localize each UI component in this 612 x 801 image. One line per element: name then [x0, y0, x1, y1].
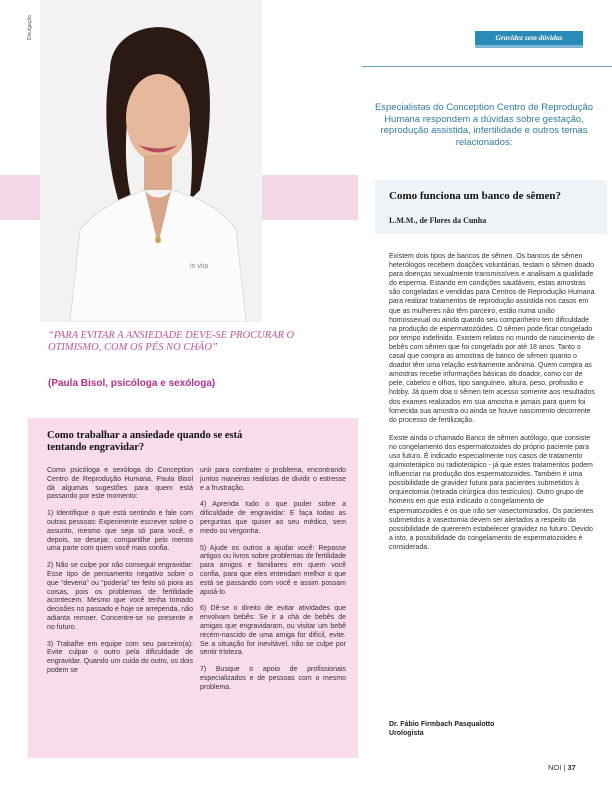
magazine-name: NOI	[548, 763, 562, 772]
article-paragraph: 3) Trabalhe em equipe com seu parceiro(a): Evite culpar o outro pela dificuldade de engravidar. Quando um cuida do outro, os dois podem se	[47, 640, 193, 674]
question-box	[375, 180, 607, 234]
article-paragraph: 2) Não se culpe por não conseguir engravidar: Esse tipo de pensamento negativo sobre o que “deveria” ou “poderia” ter feito só piora as coisas, pois os problemas de fertilidade acontecem. Mesmo que você tenha tomado decisões no passado e hoje se arrependa, não adianta remoer. Concentre-se no presente e no futuro.	[47, 562, 193, 631]
page-number: 37	[567, 763, 576, 772]
section-intro: Especialistas do Conception Centro de Reprodução Humana respondem a dúvidas sobre gestação, reprodução assistida, infertilidade e outros temas relacionados:	[374, 102, 594, 148]
article-paragraph: 4) Aprenda tudo o que puder sobre a dificuldade de engravidar: E faça todas as perguntas que quiser ao seu médico, sem medo ou vergonha.	[200, 501, 346, 535]
portrait-photo	[40, 0, 262, 322]
pull-quote: “PARA EVITAR A ANSIEDADE DEVE-SE PROCURAR O OTIMISMO, COM OS PÉS NO CHÃO”	[48, 330, 295, 353]
article-column-1	[47, 467, 193, 684]
article-paragraph: 1) Identifique o que está sentindo e fale com outras pessoas: Experimente escrever sobre o assunto, mesmo que seja só para você, e depois, se desejar, compartilhe pelo menos uma parte com quem você mais confia.	[47, 510, 193, 553]
answer-paragraph: Existem dois tipos de bancos de sêmen. Os bancos de sêmen heterólogos recebem doações voluntárias, testam o sêmen doado para doenças sexualmente transmissíveis e analisam a qualidade do esperma. Estando em condições saudáveis, estas amostras são congeladas e vendidas para Centros de Reprodução Humana para realizar tratamentos de reprodução assistida nos casos em que as mulheres não têm parceiro, estão numa união homossexual ou ainda quando seu companheiro tem dificuldade na produção de espermatozóides. O sêmen pode ficar congelado por tempo indefinido. Existem relatos no mundo de nascimento de bebês com sêmen que foi congelado por até 18 anos. Tanto o casal que compra as amostras de banco de sêmen quanto o doador têm uma relação estritamente anônima. Quem compra as amostras recebe informações básicas do doador, como cor de pele, cabelos e olhos, tipo sanguíneo, altura, peso, profissão e hobby. Já quem doa o sêmen tem acesso somente aos resultados dos exames realizados em sua amostra e jamais para quem foi fornecida sua amostra ou ainda se houve nascimento decorrente do processo de fertilização.	[389, 253, 595, 424]
section-tag: Gravidez sem dúvidas	[475, 31, 583, 45]
answer-paragraph: Existe ainda o chamado Banco de sêmen autólogo, que consiste no congelamento dos espermatozoides do próprio paciente para uso futuro. É indicado especialmente nos casos de tratamento quimioterápico ou radioterápico - já que estes tratamentos podem influenciar na produção dos espermatozoides. Também é uma possibilidade de gravidez futura para pacientes submetidos à orquiectomia (retirada cirúrgica dos testículos). Outro grupo de homens em que está indicado o congelamento de espermatozoides é os que irão ser vasectomizados. Os pacientes submetidos à vasectomia devem ser alertados a respeito da possibilidade de quererem estabelecer gravidez no futuro. Devido a isto, a possibilidade do congelamento de espermatozoides é considerada.	[389, 434, 594, 551]
coat-logo: in vita	[190, 263, 209, 270]
answer-body	[389, 252, 595, 561]
article-paragraph: unir para combater o problema, encontrando juntos maneiras realistas de dividir o estresse e a frustração.	[200, 467, 346, 492]
portrait-illustration	[40, 0, 262, 322]
article-paragraph: 5) Ajude os outros a ajudar você: Repasse artigos ou livros sobre problemas de fertilidade para amigos e familiares em quem você confia, para que eles entendam melhor o que está se passando com você e assim possam apoiá-lo.	[200, 544, 346, 596]
question-title: Como funciona um banco de sêmen?	[389, 190, 562, 202]
question-author: L.M.M., de Flores da Cunha	[389, 216, 487, 225]
answer-signature	[389, 720, 494, 738]
article-paragraph: 6) Dê-se o direito de evitar atividades que envolvam bebês: Se ir a chá de bebês de amigas que engravidaram, ou visitar um bebê recém-nascido de uma amiga for difícil, evite. Se a situação for inevitável, não se culpe por sentir tristeza.	[200, 605, 346, 657]
page-footer	[548, 763, 576, 772]
photo-credit: Divulgação	[27, 15, 33, 40]
footer-separator: |	[563, 763, 566, 772]
signature-role: Urologista	[389, 730, 424, 737]
article-column-2	[200, 467, 346, 701]
section-divider	[362, 66, 612, 67]
signature-name: Dr. Fábio Firmbach Pasqualotto	[389, 721, 495, 728]
article-paragraph: 7) Busque o apoio de profissionais especializados e de pessoas com o mesmo problema.	[200, 666, 346, 691]
article-paragraph: Como psicóloga e sexóloga do Conception Centro de Reprodução Humana, Paula Bisol dá algumas sugestões para quem está passando por este momento:	[47, 467, 193, 501]
article-title: Como trabalhar a ansiedade quando se está tentando engravidar?	[47, 430, 243, 453]
quote-author: (Paula Bisol, psicóloga e sexóloga)	[48, 378, 216, 389]
section-tag-underline	[475, 45, 583, 48]
